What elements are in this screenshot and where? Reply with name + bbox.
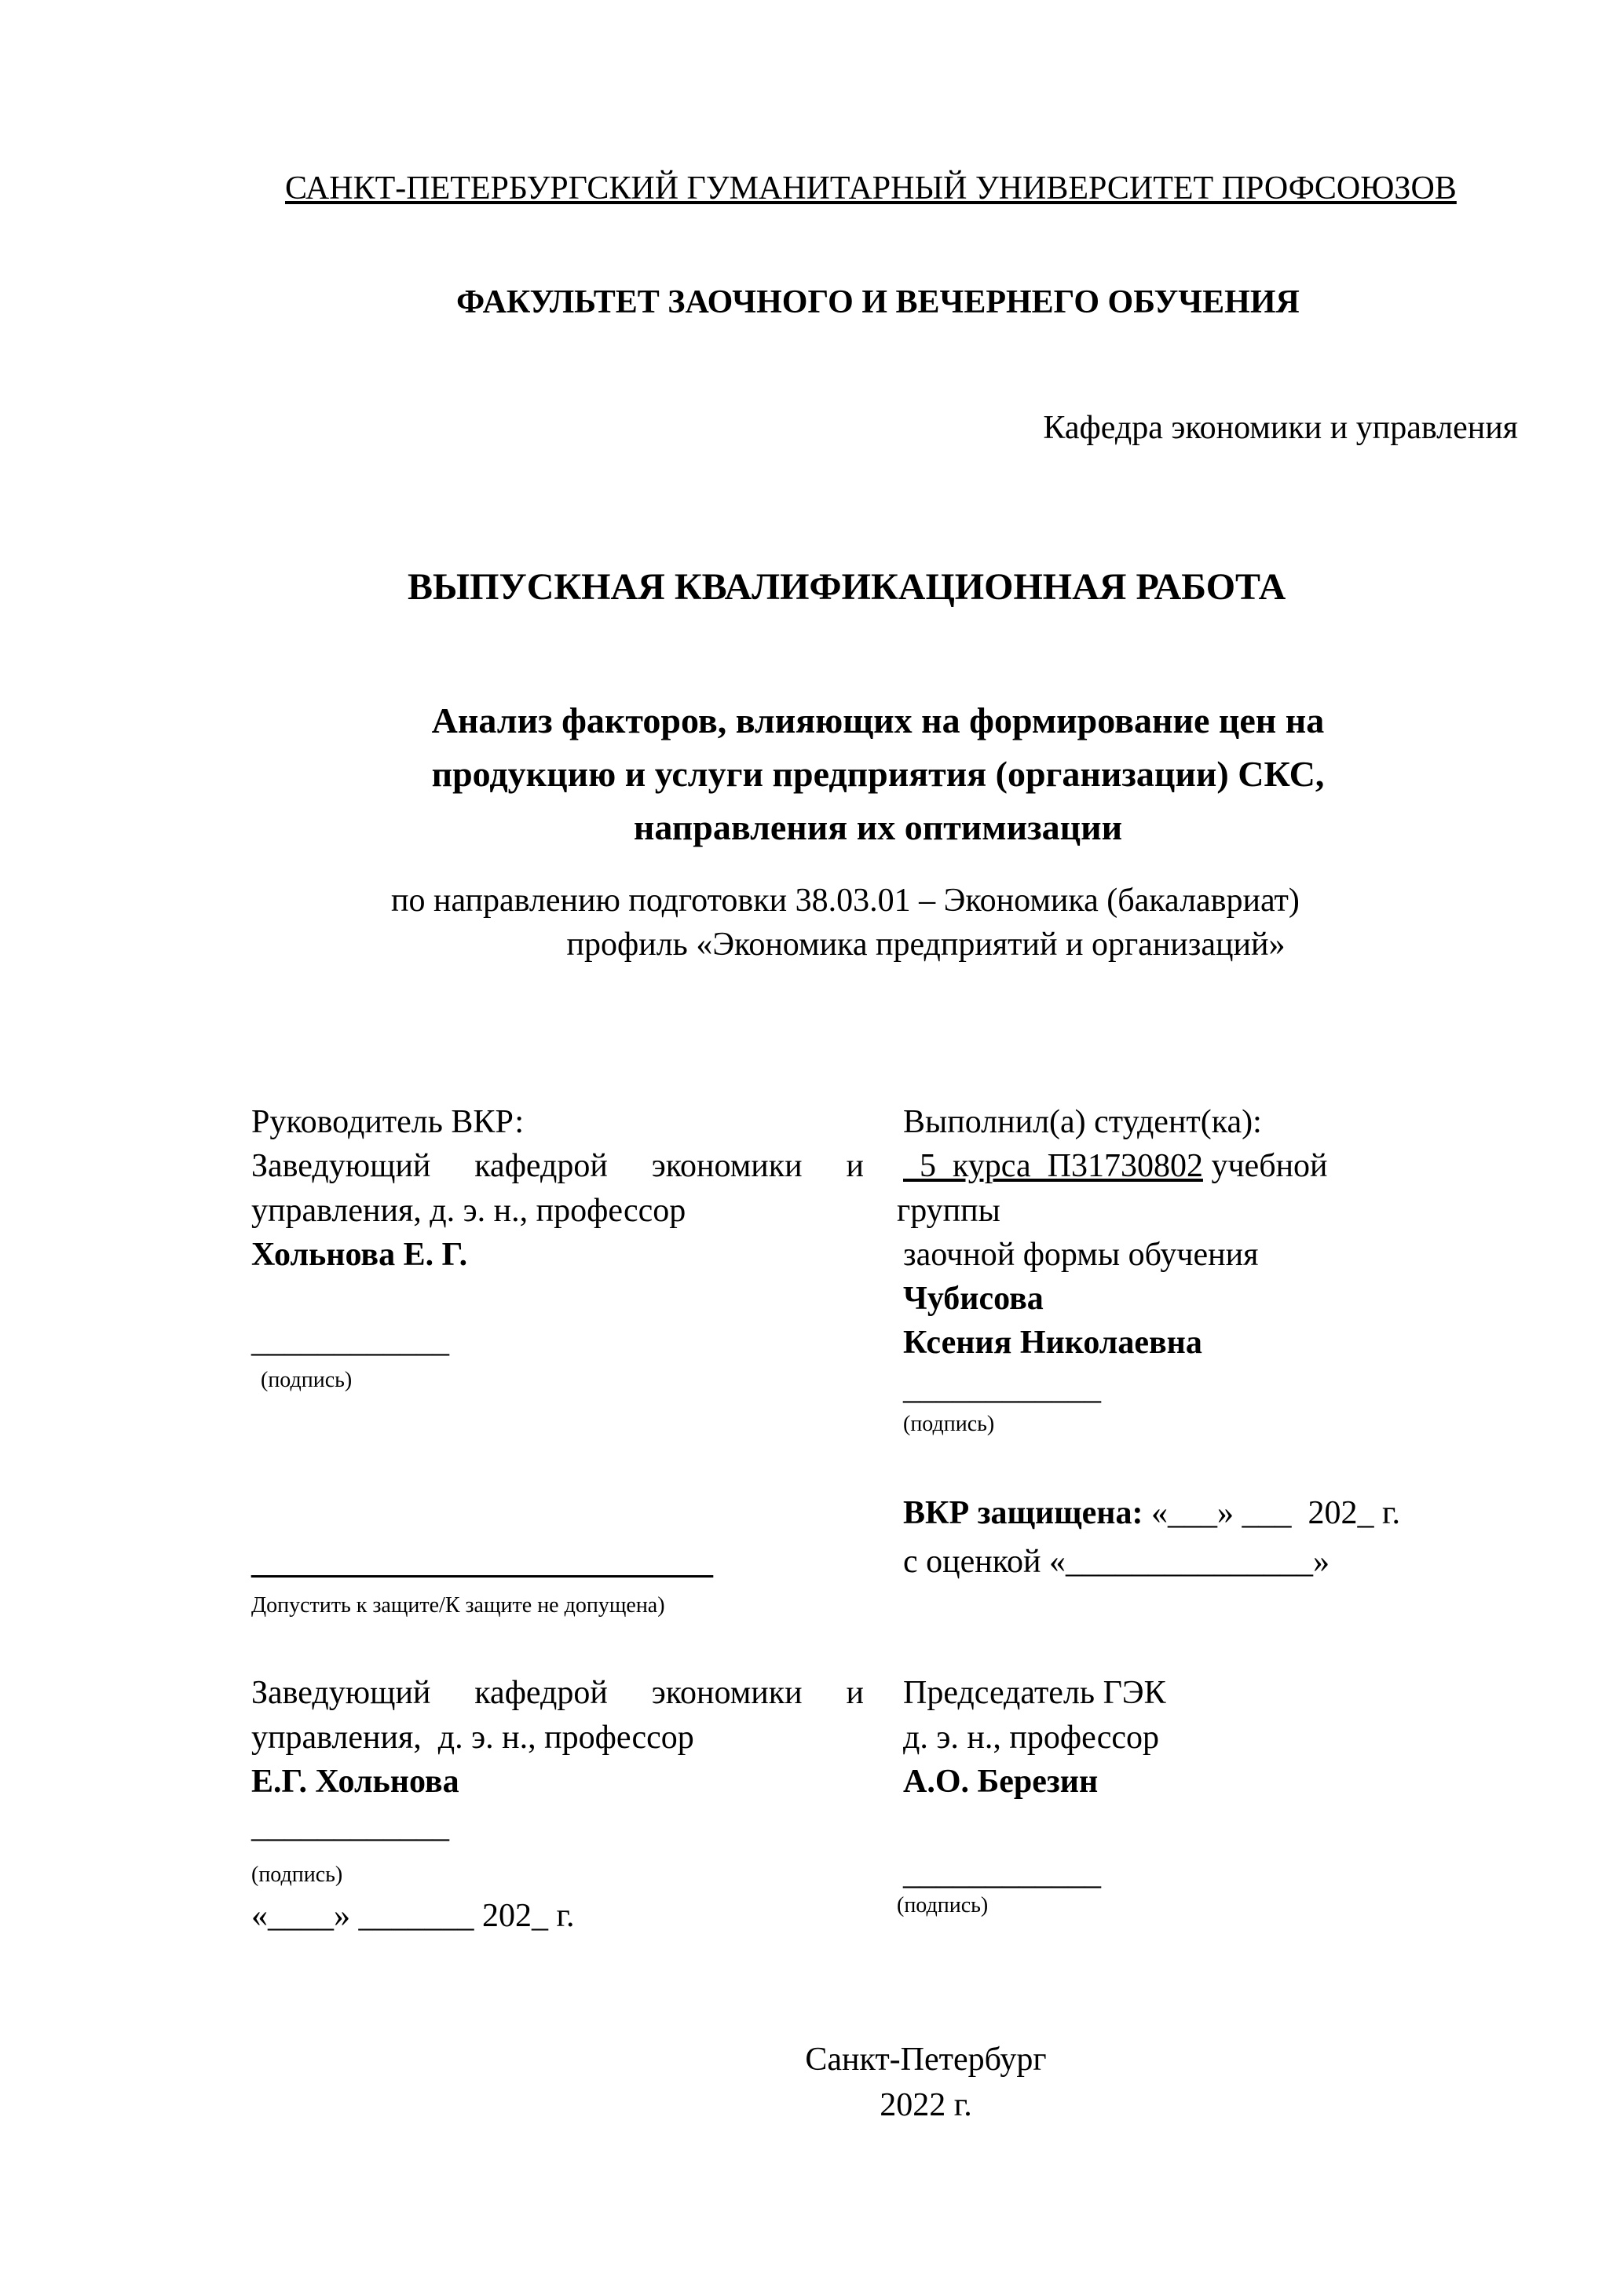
thesis-title-line-2: продукцию и услуги предприятия (организации) СКС, [431, 754, 1325, 794]
defense-status [903, 1491, 1400, 1535]
thesis-title-line-1: Анализ факторов, влияющих на формирование цен на [431, 700, 1325, 740]
supervisor-position-2: управления, д. э. н., профессор [251, 1193, 686, 1229]
student-course-group [903, 1144, 1328, 1188]
supervisor-label: Руководитель ВКР: [251, 1104, 525, 1140]
student-group-word: группы [897, 1193, 1000, 1229]
gek-name: А.О. Березин [903, 1764, 1099, 1800]
footer-city: Санкт-Петербург [805, 2042, 1047, 2078]
head-signature-caption: (подпись) [251, 1863, 343, 1887]
university-name: САНКТ-ПЕТЕРБУРГСКИЙ ГУМАНИТАРНЫЙ УНИВЕРСИТЕТ ПРОФСОЮЗОВ [285, 170, 1457, 207]
defense-label: ВКР защищена: [903, 1495, 1143, 1531]
group-suffix: учебной [1202, 1148, 1328, 1184]
student-signature-caption: (подпись) [903, 1412, 995, 1436]
student-label: Выполнил(а) студент(ка): [903, 1104, 1262, 1140]
student-surname: Чубисова [903, 1281, 1044, 1317]
head-position-2: управления, д. э. н., профессор [251, 1720, 694, 1756]
gek-signature-line: ____________ [903, 1855, 1101, 1892]
student-given-names: Ксения Николаевна [903, 1325, 1202, 1361]
head-position-1: Заведующий кафедрой экономики и [251, 1675, 864, 1711]
student-study-form: заочной формы обучения [903, 1237, 1259, 1273]
supervisor-signature-caption: (подпись) [261, 1368, 353, 1392]
gek-position-2: д. э. н., профессор [903, 1720, 1160, 1756]
footer-year: 2022 г. [880, 2087, 972, 2123]
head-name: Е.Г. Хольнова [251, 1764, 459, 1800]
head-date: «____» _______ 202_ г. [251, 1898, 575, 1934]
supervisor-position-1: Заведующий кафедрой экономики и [251, 1148, 864, 1184]
study-direction: по направлению подготовки 38.03.01 – Экономика (бакалавриат) [391, 883, 1300, 919]
faculty-name: ФАКУЛЬТЕТ ЗАОЧНОГО И ВЕЧЕРНЕГО ОБУЧЕНИЯ [456, 284, 1300, 320]
work-type-heading: ВЫПУСКНАЯ КВАЛИФИКАЦИОННАЯ РАБОТА [408, 566, 1286, 608]
student-signature-line: ____________ [903, 1370, 1101, 1406]
study-profile: профиль «Экономика предприятий и организаций» [566, 927, 1286, 963]
department-name: Кафедра экономики и управления [1043, 410, 1518, 446]
gek-position-1: Председатель ГЭК [903, 1675, 1166, 1711]
defense-date: «___» ___ 202_ г. [1143, 1495, 1400, 1531]
course-group-number: 5 курса П31730802 [903, 1148, 1203, 1184]
head-signature-line: ____________ [251, 1808, 449, 1844]
gek-signature-caption: (подпись) [897, 1893, 989, 1918]
admission-caption: Допустить к защите/К защите не допущена) [251, 1593, 665, 1618]
admission-line: ____________________________ [251, 1545, 713, 1581]
defense-grade: с оценкой «_______________» [903, 1544, 1330, 1580]
thesis-title-line-3: направления их оптимизации [633, 807, 1123, 847]
supervisor-signature-line: ____________ [251, 1323, 449, 1359]
supervisor-name: Хольнова Е. Г. [251, 1237, 468, 1273]
